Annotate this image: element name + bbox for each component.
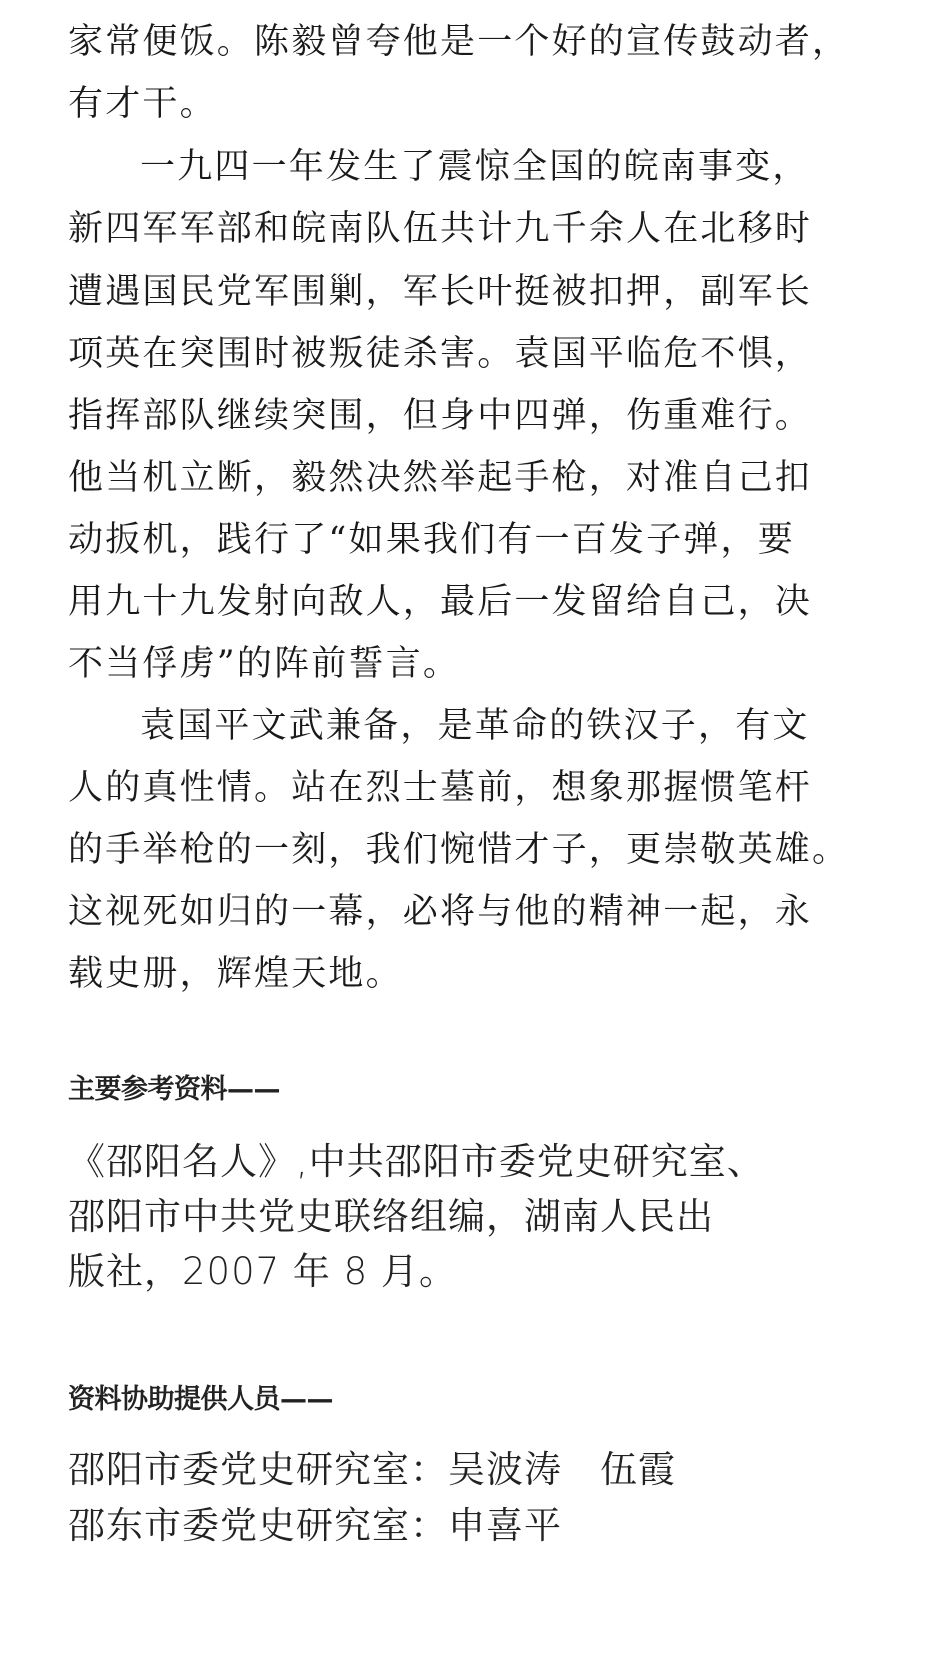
contributor-line-2: 邵东市委党史研究室：申喜平 [68, 1504, 562, 1547]
paragraph-2-line-4: 项英在突围时被叛徒杀害。袁国平临危不惧， [68, 334, 813, 374]
paragraph-2-line-9: 不当俘虏”的阵前誓言。 [68, 644, 461, 684]
paragraph-3-line-5: 载史册，辉煌天地。 [68, 954, 403, 994]
paragraph-3-line-3: 的手举枪的一刻，我们惋惜才子，更崇敬英雄。 [68, 830, 850, 870]
paragraph-2-line-8: 用九十九发射向敌人，最后一发留给自己，决 [68, 582, 813, 622]
reference-line-3: 版社，2007 年 8 月。 [68, 1250, 457, 1293]
paragraph-3-line-4: 这视死如归的一幕，必将与他的精神一起，永 [68, 892, 813, 932]
paragraph-1-line-1: 家常便饭。陈毅曾夸他是一个好的宣传鼓动者， [68, 22, 850, 62]
paragraph-2-line-7: 动扳机，践行了“如果我们有一百发子弹，要 [68, 520, 795, 560]
paragraph-3-line-2: 人的真性情。站在烈士墓前，想象那握惯笔杆 [68, 768, 813, 808]
paragraph-2-line-5: 指挥部队继续突围，但身中四弹，伤重难行。 [68, 396, 813, 436]
contributor-line-1: 邵阳市委党史研究室：吴波涛 伍霞 [68, 1448, 676, 1491]
paragraph-2-line-2: 新四军军部和皖南队伍共计九千余人在北移时 [68, 209, 813, 249]
reference-line-1: 《邵阳名人》,中共邵阳市委党史研究室、 [68, 1140, 765, 1183]
contributors-heading: 资料协助提供人员—— [68, 1384, 333, 1415]
paragraph-1-line-2: 有才干。 [68, 84, 217, 124]
reference-line-2: 邵阳市中共党史联络组编，湖南人民出 [68, 1195, 714, 1238]
paragraph-2-line-1: 一九四一年发生了震惊全国的皖南事变， [140, 147, 810, 187]
paragraph-2-line-3: 遭遇国民党军围剿，军长叶挺被扣押，副军长 [68, 272, 813, 312]
paragraph-2-line-6: 他当机立断，毅然决然举起手枪，对准自己扣 [68, 458, 813, 498]
paragraph-3-line-1: 袁国平文武兼备，是革命的铁汉子，有文 [140, 706, 810, 746]
references-heading: 主要参考资料—— [68, 1074, 280, 1105]
